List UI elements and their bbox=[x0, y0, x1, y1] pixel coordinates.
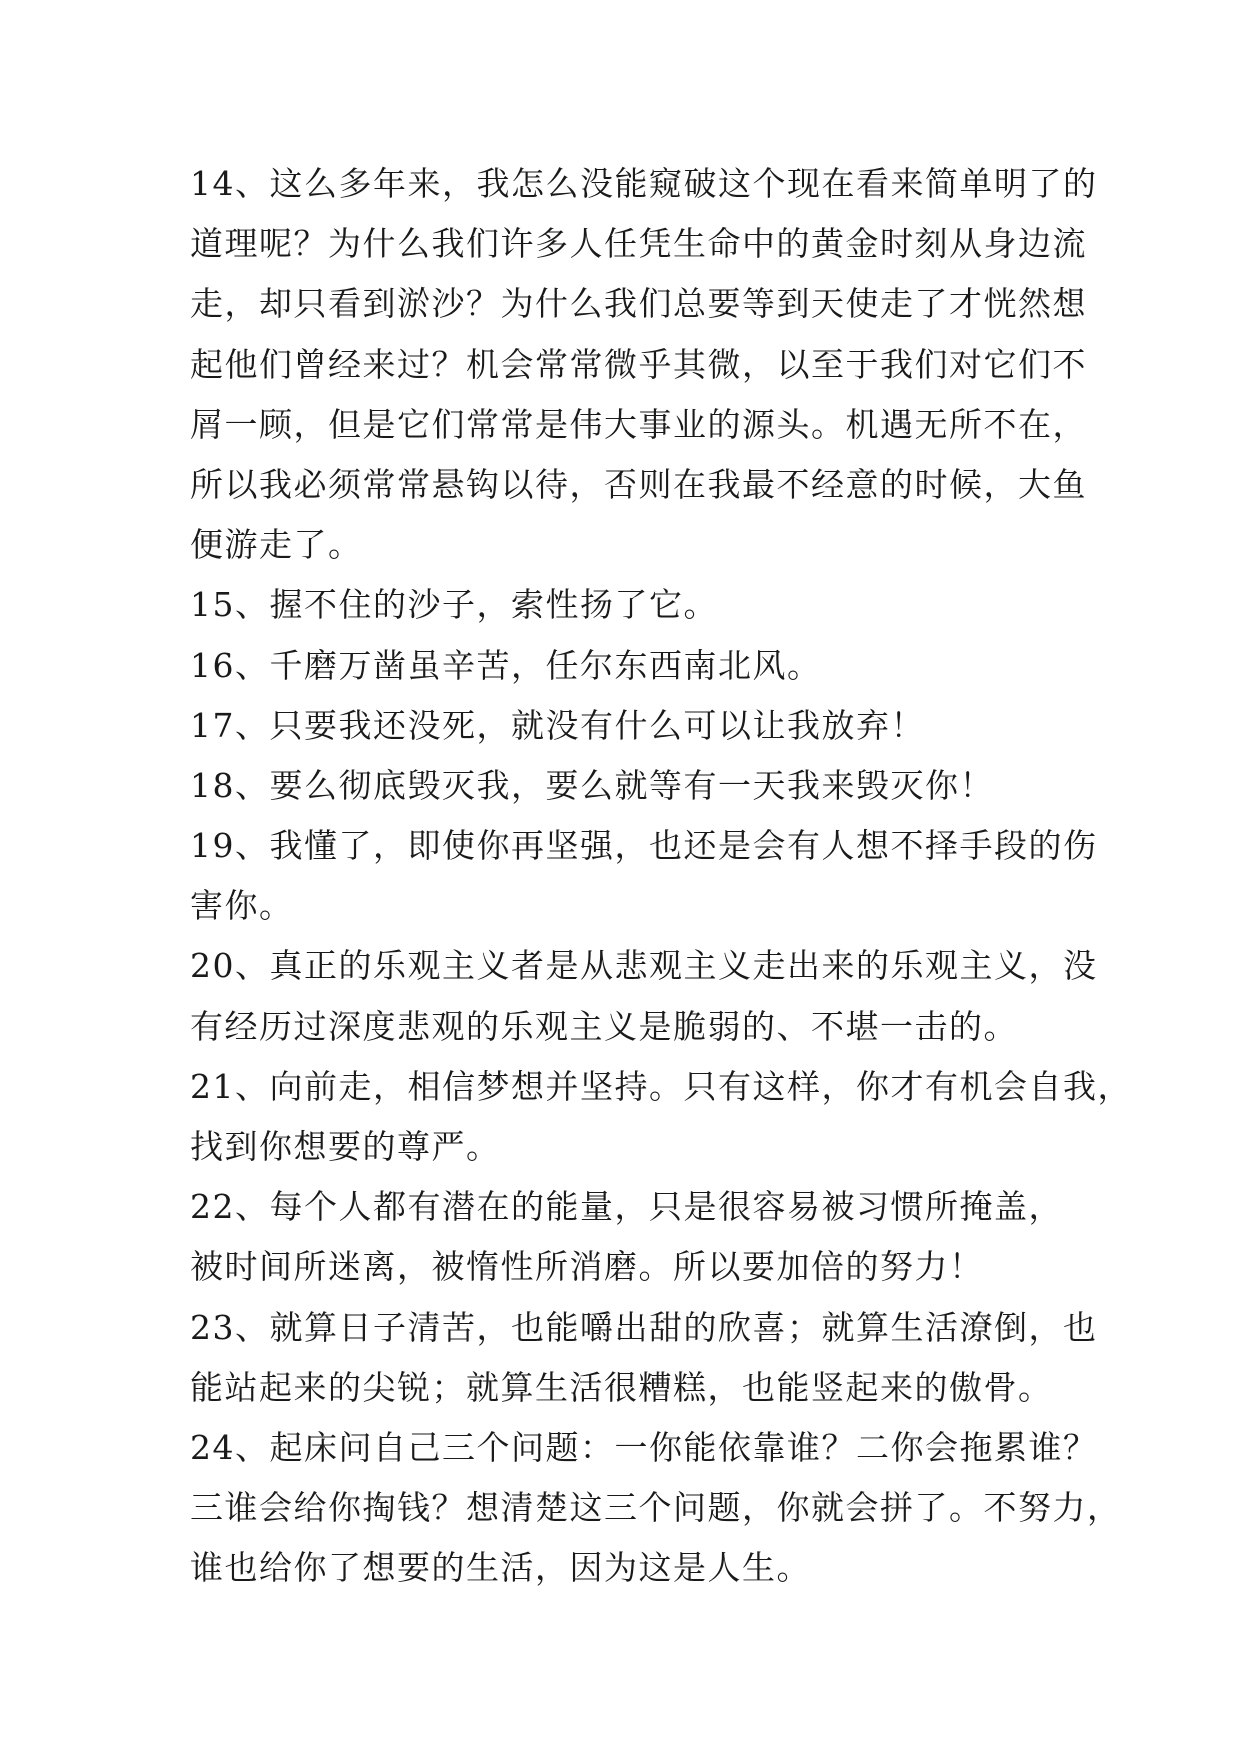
text-line: 三谁会给你掏钱？想清楚这三个问题，你就会拼了。不努力， bbox=[190, 1488, 1122, 1528]
text-line: 22、每个人都有潜在的能量，只是很容易被习惯所掩盖， bbox=[190, 1187, 1063, 1227]
text-line: 谁也给你了想要的生活，因为这是人生。 bbox=[190, 1548, 811, 1588]
text-line: 15、握不住的沙子，索性扬了它。 bbox=[190, 585, 718, 625]
text-line: 23、就算日子清苦，也能嚼出甜的欣喜；就算生活潦倒，也 bbox=[190, 1307, 1098, 1347]
text-line: 被时间所迷离，被惰性所消磨。所以要加倍的努力！ bbox=[190, 1247, 984, 1287]
text-line: 害你。 bbox=[190, 886, 294, 926]
text-line: 18、要么彻底毁灭我，要么就等有一天我来毁灭你！ bbox=[190, 765, 994, 805]
document-body bbox=[190, 154, 1132, 1599]
text-line: 起他们曾经来过？机会常常微乎其微，以至于我们对它们不 bbox=[190, 344, 1087, 384]
text-line: 20、真正的乐观主义者是从悲观主义走出来的乐观主义，没 bbox=[190, 946, 1098, 986]
text-line: 所以我必须常常悬钩以待，否则在我最不经意的时候，大鱼 bbox=[190, 464, 1087, 504]
text-line: 17、只要我还没死，就没有什么可以让我放弃！ bbox=[190, 705, 925, 745]
text-line: 有经历过深度悲观的乐观主义是脆弱的、不堪一击的。 bbox=[190, 1006, 1018, 1046]
text-line: 16、千磨万凿虽辛苦，任尔东西南北风。 bbox=[190, 645, 822, 685]
text-line: 屑一顾，但是它们常常是伟大事业的源头。机遇无所不在， bbox=[190, 404, 1087, 444]
text-line: 能站起来的尖锐；就算生活很糟糕，也能竖起来的傲骨。 bbox=[190, 1367, 1053, 1407]
text-line: 24、起床问自己三个问题：一你能依靠谁？二你会拖累谁？ bbox=[190, 1427, 1098, 1467]
text-line: 19、我懂了，即使你再坚强，也还是会有人想不择手段的伤 bbox=[190, 826, 1098, 866]
text-line: 14、这么多年来，我怎么没能窥破这个现在看来简单明了的 bbox=[190, 164, 1098, 203]
text-line: 找到你想要的尊严。 bbox=[190, 1127, 501, 1166]
text-line: 道理呢？为什么我们许多人任凭生命中的黄金时刻从身边流 bbox=[190, 224, 1087, 264]
text-line: 21、向前走，相信梦想并坚持。只有这样，你才有机会自我， bbox=[190, 1066, 1132, 1106]
text-line: 便游走了。 bbox=[190, 525, 363, 565]
text-line: 走，却只看到淤沙？为什么我们总要等到天使走了才恍然想 bbox=[190, 284, 1087, 324]
